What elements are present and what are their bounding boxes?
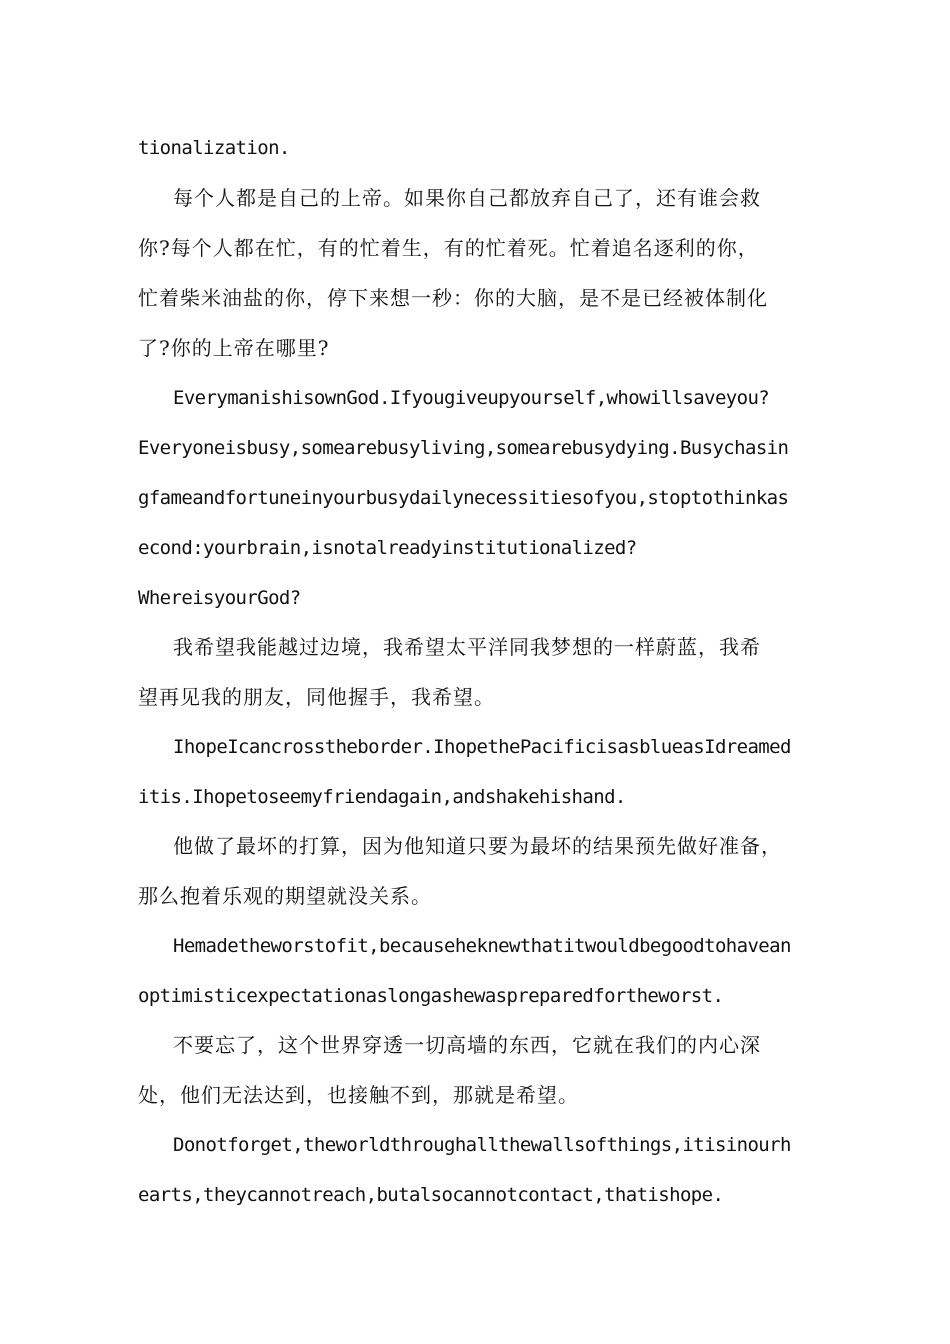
text-line: 那么抱着乐观的期望就没关系。 xyxy=(138,884,432,908)
text-line: itis.Ihopetoseemyfriendagain,andshakehishand. xyxy=(138,786,626,808)
text-line: gfameandfortuneinyourbusydailynecessitiesofyou,stoptothinkas xyxy=(138,487,789,509)
text-line: 每个人都是自己的上帝。如果你自己都放弃自己了，还有谁会救 xyxy=(173,186,761,210)
text-line: 我希望我能越过边境，我希望太平洋同我梦想的一样蔚蓝，我希 xyxy=(173,635,761,659)
text-line: Donotforget,theworldthroughallthewallsofthings,itisinourh xyxy=(173,1134,791,1156)
text-line: Everyoneisbusy,somearebusyliving,somearebusydying.Busychasin xyxy=(138,437,789,459)
text-line: econd:yourbrain,isnotalreadyinstitutionalized? xyxy=(138,537,637,559)
text-line: 望再见我的朋友，同他握手，我希望。 xyxy=(138,685,495,709)
text-line: 忙着柴米油盐的你，停下来想一秒：你的大脑，是不是已经被体制化 xyxy=(138,286,768,310)
text-line: IhopeIcancrosstheborder.IhopethePacificisasblueasIdreamed xyxy=(173,736,791,758)
text-line: optimisticexpectationaslongashewaspreparedfortheworst. xyxy=(138,985,724,1007)
text-line: 了?你的上帝在哪里? xyxy=(138,336,330,360)
text-line: earts,theycannotreach,butalsocannotcontact,thatishope. xyxy=(138,1184,724,1206)
text-line: Hemadetheworstofit,becauseheknewthatitwouldbegoodtohavean xyxy=(173,935,791,957)
text-line: EverymanishisownGod.Ifyougiveupyourself,whowillsaveyou? xyxy=(173,387,770,409)
text-line: 处，他们无法达到，也接触不到，那就是希望。 xyxy=(138,1083,579,1107)
text-line: tionalization. xyxy=(138,137,290,159)
text-line: 你?每个人都在忙，有的忙着生，有的忙着死。忙着追名逐利的你， xyxy=(138,236,759,260)
text-line: 他做了最坏的打算，因为他知道只要为最坏的结果预先做好准备， xyxy=(173,834,782,858)
text-line: 不要忘了，这个世界穿透一切高墙的东西，它就在我们的内心深 xyxy=(173,1033,761,1057)
text-line: WhereisyourGod? xyxy=(138,587,301,609)
